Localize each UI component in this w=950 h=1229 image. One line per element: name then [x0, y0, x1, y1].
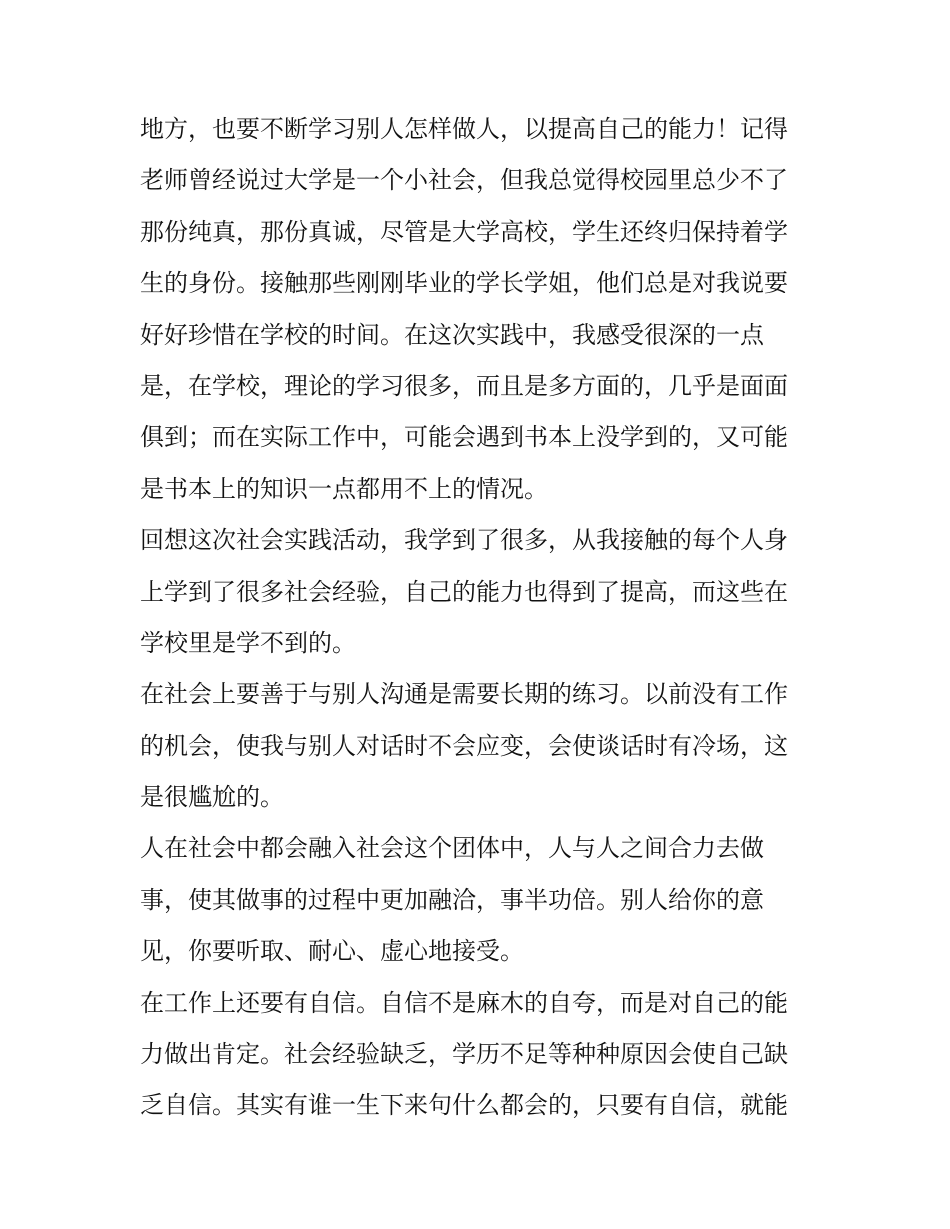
document-body — [140, 104, 820, 1132]
text-line: 乏自信。其实有谁一生下来句什么都会的，只要有自信，就能 — [140, 1091, 788, 1120]
text-line: 人在社会中都会融入社会这个团体中，人与人之间合力去做 — [140, 834, 764, 863]
text-line: 是书本上的知识一点都用不上的情况。 — [140, 474, 548, 503]
text-line: 好好珍惜在学校的时间。在这次实践中，我感受很深的一点 — [140, 320, 764, 349]
text-line: 回想这次社会实践活动，我学到了很多，从我接触的每个人身 — [140, 526, 788, 555]
text-line: 那份纯真，那份真诚，尽管是大学高校，学生还终归保持着学 — [140, 217, 788, 246]
text-line: 见，你要听取、耐心、虚心地接受。 — [140, 937, 524, 966]
text-line: 在社会上要善于与别人沟通是需要长期的练习。以前没有工作 — [140, 680, 788, 709]
text-line: 在工作上还要有自信。自信不是麻木的自夸，而是对自己的能 — [140, 988, 788, 1017]
text-line: 生的身份。接触那些刚刚毕业的学长学姐，他们总是对我说要 — [140, 269, 788, 298]
text-line: 是很尴尬的。 — [140, 783, 284, 812]
text-line: 的机会，使我与别人对话时不会应变，会使谈话时有冷场，这 — [140, 731, 788, 760]
text-line: 是，在学校，理论的学习很多，而且是多方面的，几乎是面面 — [140, 371, 788, 400]
text-line: 地方，也要不断学习别人怎样做人，以提高自己的能力！记得 — [140, 115, 788, 143]
text-line: 事，使其做事的过程中更加融洽，事半功倍。别人给你的意 — [140, 885, 764, 914]
text-line: 学校里是学不到的。 — [140, 628, 356, 657]
text-line: 力做出肯定。社会经验缺乏，学历不足等种种原因会使自己缺 — [140, 1040, 788, 1069]
text-line: 俱到；而在实际工作中，可能会遇到书本上没学到的，又可能 — [140, 423, 788, 452]
text-line: 上学到了很多社会经验，自己的能力也得到了提高，而这些在 — [140, 577, 788, 606]
text-line: 老师曾经说过大学是一个小社会，但我总觉得校园里总少不了 — [140, 166, 788, 195]
